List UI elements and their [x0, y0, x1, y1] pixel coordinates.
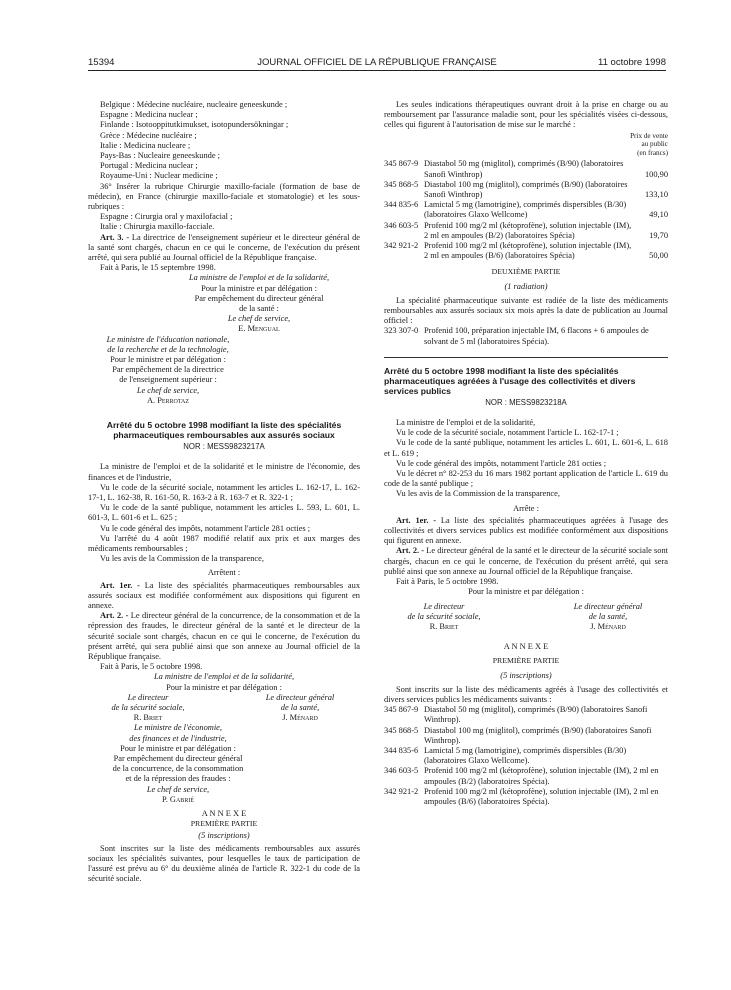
- arrete-title-2: Arrêté du 5 octobre 1998 modifiant la liste des spécialités pharmaceutiques agréées à l'usage des collectivités et divers services publics: [384, 365, 636, 396]
- radiation-row: [384, 326, 668, 346]
- sig-line: Pour le ministre et par délégation :: [120, 743, 236, 753]
- price-header-line: Prix de vente: [630, 131, 668, 140]
- sig-line: Le directeur: [127, 692, 169, 702]
- article-1-label: Art. 1er. -: [100, 580, 140, 590]
- product-code: 345 868-5: [384, 179, 419, 189]
- item-36: 36° Insérer la rubrique Chirurgie maxillo-faciale (formation de base de médecin), en France (chirurgie maxillo-faciale et stomatologie) et les sous-rubriques :: [88, 181, 360, 212]
- annex-product-row: [384, 726, 668, 746]
- issue-date: 11 octobre 1998: [598, 57, 666, 68]
- sig-name: A. Perrotaz: [146, 395, 190, 405]
- product-price-list: [384, 159, 668, 261]
- arrete-title-1: Arrêté du 5 octobre 1998 modifiant la liste des spécialités pharmaceutiques remboursables aux assurés sociaux: [106, 420, 342, 441]
- signature-block-a: [88, 273, 360, 334]
- product-text: Diastabol 50 mg (miglitol), comprimés (B/90) (laboratoires Sanofi Winthrop).: [424, 705, 648, 725]
- annex-product-row: [384, 766, 668, 786]
- article-2: [88, 611, 360, 662]
- sig-line: Par empêchement de la directrice: [112, 365, 224, 375]
- visa-line: Vu les avis de la Commission de la transparence,: [396, 489, 560, 499]
- sig-left: [88, 693, 208, 724]
- radiation-intro: La spécialité pharmaceutique suivante est radiée de la liste des médicaments remboursables aux assurés sociaux six mois après la date de publication au Journal officiel :: [384, 295, 668, 326]
- article-1-label: Art. 1er. -: [396, 515, 437, 525]
- sig-line: Le chef de service,: [136, 385, 200, 395]
- sig-line: Par empêchement du directeur général: [194, 293, 324, 303]
- page-number: 15394: [88, 57, 115, 68]
- fait-a-paris-3: Fait à Paris, le 5 octobre 1998.: [396, 577, 499, 587]
- product-text: Lamictal 5 mg (lamotrigine), comprimés dispersibles (B/30) (laboratoires Glaxo Wellcome): [424, 200, 627, 220]
- product-code: 345 867-9: [384, 159, 419, 169]
- sig-line: Par empêchement du directeur général: [113, 753, 243, 763]
- radiation-count: (1 radiation): [504, 281, 548, 291]
- visa-line: La ministre de l'emploi et de la solidarité et le ministre de l'économie, des finances et de l'industrie,: [88, 462, 360, 482]
- product-row: [384, 159, 668, 179]
- country-list: [88, 100, 360, 182]
- country-line: Portugal : Medicina nuclear ;: [100, 161, 198, 171]
- product-code: 323 307-0: [384, 326, 419, 336]
- visa-line: Vu les avis de la Commission de la transparence,: [100, 554, 264, 564]
- product-text: Diastabol 100 mg (miglitol), comprimés (B/90) (laboratoires Sanofi Winthrop).: [424, 725, 652, 745]
- visa-line: Vu le code général des impôts, notamment l'article 281 octies ;: [100, 523, 311, 533]
- visa-line: Vu le code de la sécurité sociale, notamment l'article L. 162-17-1 ;: [396, 428, 619, 438]
- sub-item: Espagne : Cirurgia oral y maxilofacial ;: [100, 212, 233, 222]
- country-line: Finlande : Isotooppitutkimukset, isotopundersökningar ;: [100, 120, 289, 130]
- sig-line: Le chef de service,: [227, 314, 291, 324]
- sig-line: de la santé,: [280, 702, 320, 712]
- sig-name: R. Briet: [429, 621, 459, 631]
- article-1-text: La liste des spécialités pharmaceutiques agréées à l'usage des collectivités et divers services publics est modifiée conformément aux dispositions qui figurent en annexe.: [384, 515, 669, 546]
- sig-line: de la santé :: [239, 304, 279, 314]
- signature-block-c: [88, 672, 360, 692]
- sig-name: J. Ménard: [282, 713, 318, 723]
- annex-product-row: [384, 746, 668, 766]
- product-price: 50,00: [649, 251, 668, 261]
- product-code: 342 921-2: [384, 241, 419, 251]
- deuxieme-partie: DEUXIÈME PARTIE: [491, 267, 561, 277]
- product-code: 346 603-5: [384, 766, 419, 776]
- sig-name: P. Gabrié: [162, 794, 194, 804]
- right-column: [384, 100, 668, 807]
- journal-title: JOURNAL OFFICIEL DE LA RÉPUBLIQUE FRANÇAISE: [257, 57, 497, 68]
- sig-name: R. Briet: [133, 713, 163, 723]
- fait-a-paris-2: Fait à Paris, le 5 octobre 1998.: [100, 662, 203, 672]
- visa-line: Vu l'arrêté du 4 août 1987 modifié relatif aux prix et aux marges des médicaments remboursables ;: [88, 533, 360, 553]
- product-row: [384, 200, 668, 220]
- article-2-b: [384, 546, 668, 577]
- sig-name: E. Mengual: [238, 324, 280, 334]
- page-header: [88, 57, 666, 69]
- price-header: [384, 132, 668, 158]
- visa-line: La ministre de l'emploi et de la solidarité,: [396, 418, 536, 428]
- annexe-intro-1: Sont inscrites sur la liste des médicaments remboursables aux assurés sociaux les spécialités suivantes, pour lesquelles le taux de participation de l'assuré est prévu au 6° du deuxième alinéa de l'article R. 322-1 du code de la sécurité sociale.: [88, 843, 360, 884]
- sig-line: des finances et de l'industrie,: [129, 733, 227, 743]
- article-1-text: La liste des spécialités pharmaceutiques remboursables aux assurés sociaux est modifiée conformément aux dispositions qui figurent en annexe.: [88, 580, 361, 610]
- article-3-text: La directrice de l'enseignement supérieur et le directeur général de la santé sont chargés, chacun en ce qui le concerne, de l'exécution du présent arrêté, qui sera publié au Journal officiel de la République française.: [88, 232, 361, 263]
- nor-reference-2: NOR : MESS9823218A: [485, 397, 567, 407]
- left-column: [88, 100, 360, 884]
- header-rule: [88, 70, 666, 71]
- product-row: [384, 221, 668, 241]
- sig-line: Le directeur général: [265, 692, 335, 702]
- product-row: [384, 180, 668, 200]
- sig-line: de la santé,: [588, 611, 628, 621]
- price-header-line: (en francs): [637, 148, 668, 157]
- article-2-text: Le directeur général de la concurrence, de la consommation et de la répression des fraudes, le directeur général de la santé et le directeur de la sécurité sociale sont chargés, chacun en ce qui le concerne, de l'exécution du présent arrêté, qui sera publié ainsi que son annexe au Journal officiel de la République française.: [88, 611, 361, 661]
- fait-a-paris-1: Fait à Paris, le 15 septembre 1998.: [100, 263, 216, 273]
- product-row: [384, 241, 668, 261]
- product-code: 342 921-2: [384, 786, 419, 796]
- nor-reference-1: NOR : MESS9823217A: [183, 442, 265, 452]
- country-line: Espagne : Medicina nuclear ;: [100, 110, 198, 120]
- article-2-label: Art. 2. -: [100, 611, 129, 621]
- visa-line: Vu le code de la sécurité sociale, notamment les articles L. 162-17, L. 162-17-1, L. 162-38, R. 161-50, R. 163-2 à R. 163-7 et R. 322-1 ;: [88, 482, 360, 502]
- visa-line: Vu le décret n° 82-253 du 16 mars 1982 portant application de l'article L. 619 du code de la santé publique ;: [384, 469, 668, 489]
- visas-2: [384, 418, 668, 500]
- visas-1: [88, 462, 360, 564]
- product-text: Profenid 100 mg/2 ml (kétoprofène), solution injectable (IM), 2 ml en ampoules (B/6) (laboratoires Spécia).: [424, 786, 659, 806]
- sig-head: Pour la ministre et par délégation :: [468, 587, 584, 597]
- sig-line: Le chef de service,: [146, 784, 210, 794]
- product-price: 49,10: [649, 210, 668, 220]
- sig-line: de la concurrence, de la consommation: [112, 764, 244, 774]
- visa-line: Vu le code de la santé publique, notamment les articles L. 601, L. 601-6, L. 618 et L. 619 ;: [384, 438, 668, 458]
- signature-block-d: [88, 723, 268, 805]
- section-divider: [384, 357, 668, 358]
- sig-line: de l'enseignement supérieur :: [119, 375, 217, 385]
- sig-line: Le directeur: [423, 601, 465, 611]
- sig-line: La ministre de l'emploi et de la solidarité,: [188, 273, 330, 283]
- country-line: Pays-Bas : Nucleaire geneeskunde ;: [100, 151, 221, 161]
- annexe-heading-2: A N N E X E: [503, 642, 549, 652]
- sig-line: Pour la ministre et par délégation :: [201, 283, 317, 293]
- annexe-intro-2: Sont inscrits sur la liste des médicaments agréés à l'usage des collectivités et divers services publics les médicaments suivants :: [384, 684, 668, 704]
- product-price: 19,70: [649, 230, 668, 240]
- article-1: [88, 581, 360, 612]
- signature-block-b: [88, 335, 248, 406]
- article-1-b: [384, 516, 668, 547]
- visa-line: Vu le code général des impôts, notamment l'article 281 octies ;: [396, 458, 607, 468]
- product-code: 346 603-5: [384, 220, 419, 230]
- visa-line: Vu le code de la santé publique, notamment les articles L. 593, L. 601, L. 601-3, L. 601-6 et L. 625 ;: [88, 503, 360, 523]
- product-text: Profenid 100 mg/2 ml (kétoprofène), solution injectable (IM), 2 ml en ampoules (B/2) (laboratoires Spécia).: [424, 766, 659, 786]
- inscriptions-2: (5 inscriptions): [500, 670, 552, 680]
- sig-line: de la sécurité sociale,: [407, 611, 481, 621]
- sig-line: La ministre de l'emploi et de la solidarité,: [153, 672, 295, 682]
- annex-product-row: [384, 787, 668, 807]
- annex-product-row: [384, 705, 668, 725]
- country-line: Grèce : Médecine nucléaire ;: [100, 130, 197, 140]
- price-header-line: au public: [641, 140, 668, 149]
- country-line: Royaume-Uni : Nuclear medicine ;: [100, 171, 218, 181]
- sig-line: et de la répression des fraudes :: [125, 774, 231, 784]
- product-price: 100,90: [644, 169, 668, 179]
- product-code: 345 868-5: [384, 725, 419, 735]
- annex-product-list: [384, 705, 668, 807]
- signature-pair-1: [88, 693, 360, 724]
- arretent: Arrêtent :: [207, 568, 241, 578]
- product-text: Lamictal 5 mg (lamotrigine), comprimés dispersibles (B/30) (laboratoires Glaxo Wellcome).: [424, 745, 627, 766]
- sig-right: [548, 602, 668, 633]
- sig-line: de la recherche et de la technologie,: [107, 344, 229, 354]
- sig-line: Le ministre de l'éducation nationale,: [106, 334, 230, 344]
- product-text: Profenid 100 mg/2 ml (kétoprofène), solution injectable (IM), 2 ml en ampoules (B/2) (laboratoires Spécia): [424, 220, 632, 240]
- sig-line: Pour le ministre et par délégation :: [110, 355, 226, 365]
- product-code: 344 835-6: [384, 745, 419, 755]
- annexe-heading-1: A N N E X E: [201, 809, 247, 818]
- article-2-text: Le directeur général de la santé et le directeur de la sécurité sociale sont chargés, chacun en ce qui le concerne, de l'exécution du présent arrêté, qui sera publié ainsi que son annexe au Journal officiel de la République française.: [384, 546, 669, 576]
- sig-name: J. Ménard: [590, 621, 626, 631]
- product-text: Profenid 100, préparation injectable IM, 6 flacons + 6 ampoules de solvant de 5 ml (laboratoires Spécia).: [424, 326, 649, 346]
- premiere-partie-1: PREMIÈRE PARTIE: [190, 819, 258, 829]
- signature-pair-2: [384, 602, 668, 633]
- country-line: Italie : Medicina nucleare ;: [100, 140, 191, 150]
- sig-line: Le ministre de l'économie,: [133, 723, 222, 733]
- sig-line: de la sécurité sociale,: [111, 702, 185, 712]
- product-code: 344 835-6: [384, 200, 419, 210]
- article-3-label: Art. 3. -: [100, 232, 130, 242]
- sig-line: Le directeur général: [573, 601, 643, 611]
- product-text: Profenid 100 mg/2 ml (kétoprofène), solution injectable (IM), 2 ml en ampoules (B/6) (laboratoires Spécia): [424, 241, 632, 261]
- article-2-label: Art. 2. -: [396, 546, 425, 556]
- article-3: [88, 233, 360, 264]
- sig-line: Pour la ministre et par délégation :: [166, 682, 282, 692]
- sub-item: Italie : Chirurgia maxillo-facciale.: [100, 222, 215, 232]
- product-price: 133,10: [644, 190, 668, 199]
- product-code: 345 867-9: [384, 705, 419, 715]
- country-line: Belgique : Médecine nucléaire, nucleaire geneeskunde ;: [100, 100, 288, 109]
- sig-right: [240, 693, 360, 724]
- indications-intro: Les seules indications thérapeutiques ouvrant droit à la prise en charge ou au remboursement par l'assurance maladie sont, pour les spécialités visées ci-dessous, celles qui figurent à l'autorisation de mise sur le marché :: [384, 100, 668, 130]
- product-text: Diastabol 100 mg (miglitol), comprimés (B/90) (laboratoires Sanofi Winthrop): [424, 179, 628, 199]
- sig-left: [384, 602, 504, 633]
- inscriptions-1: (5 inscriptions): [198, 831, 250, 841]
- arrete: Arrête :: [513, 503, 539, 513]
- product-text: Diastabol 50 mg (miglitol), comprimés (B/90) (laboratoires Sanofi Winthrop): [424, 159, 624, 179]
- premiere-partie-2: PREMIÈRE PARTIE: [492, 656, 560, 666]
